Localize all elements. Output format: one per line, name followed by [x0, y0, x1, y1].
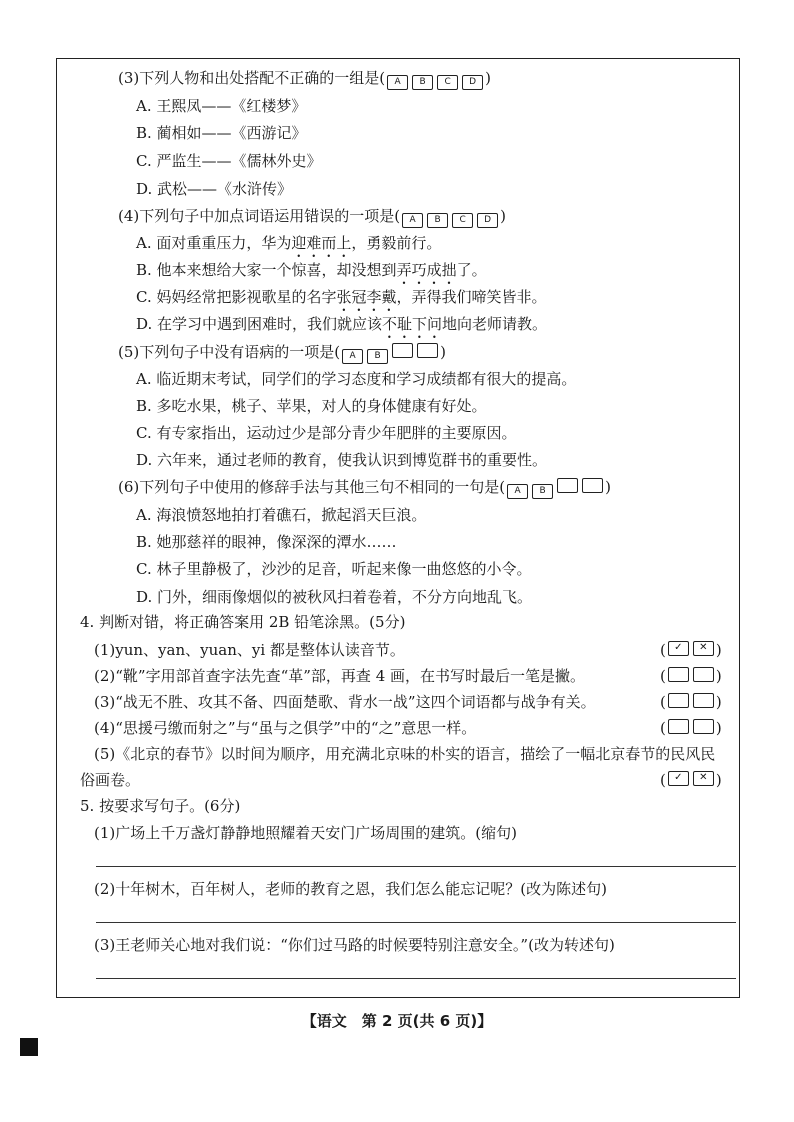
q5-box-a[interactable]: A	[342, 349, 363, 364]
q4-b-post: 了。	[456, 261, 487, 279]
q4-d-post: 地向老师请教。	[442, 315, 548, 333]
s4-answer-5	[660, 770, 722, 790]
q3-box-c[interactable]: C	[437, 75, 458, 90]
s4-true-box-1[interactable]	[668, 641, 689, 656]
q4-close: )	[500, 207, 506, 225]
s5-answer-line-2[interactable]	[96, 922, 736, 923]
q3-option-a: A. 王熙凤——《红楼梦》	[136, 97, 307, 115]
s5-answer-line-1[interactable]	[96, 866, 736, 867]
q5-stem-line	[118, 342, 446, 364]
q5-close: )	[440, 343, 446, 361]
s4-answer-1	[660, 640, 722, 660]
s4-close-4: )	[715, 719, 722, 737]
section5-title: 5. 按要求写句子。(6分)	[80, 797, 241, 815]
q4-box-a[interactable]: A	[402, 213, 423, 228]
q4-c-dotted: 张冠李戴	[336, 288, 397, 306]
q4-box-c[interactable]: C	[452, 213, 473, 228]
s4-false-box-3[interactable]	[693, 693, 714, 708]
s5-answer-line-3[interactable]	[96, 978, 736, 979]
q6-box-a[interactable]: A	[507, 484, 528, 499]
q4-option-a	[136, 233, 441, 261]
s4-false-box-4[interactable]	[693, 719, 714, 734]
q4-d-pre: D. 在学习中遇到困难时，我们就应该	[136, 315, 383, 333]
s4-close-2: )	[715, 667, 722, 685]
s4-open-4: (	[660, 719, 666, 737]
scan-marker	[20, 1038, 38, 1056]
s4-answer-2	[660, 666, 722, 686]
s4-open-5: (	[660, 771, 666, 789]
s4-item-2: (2)“靴”字用部首查字法先查“革”部，再查 4 画，在书写时最后一笔是撇。	[94, 667, 586, 685]
q3-stem-line	[118, 68, 491, 90]
q6-stem-line	[118, 477, 611, 499]
q6-option-d: D. 门外，细雨像烟似的被秋风扫着卷着，不分方向地乱飞。	[136, 588, 533, 606]
s4-false-box-5[interactable]	[693, 771, 714, 786]
q5-option-b: B. 多吃水果，桃子、苹果，对人的身体健康有好处。	[136, 397, 487, 415]
q4-stem-line	[118, 206, 506, 228]
q3-box-a[interactable]: A	[387, 75, 408, 90]
q4-c-pre: C. 妈妈经常把影视歌星的名字	[136, 288, 337, 306]
q4-box-b[interactable]: B	[427, 213, 448, 228]
s4-answer-4	[660, 718, 722, 738]
q4-a-post: ，勇毅前行。	[351, 234, 442, 252]
q3-box-d[interactable]: D	[462, 75, 483, 90]
s4-open-1: (	[660, 641, 666, 659]
s4-item-1: (1)yun、yan、yuan、yi 都是整体认读音节。	[94, 641, 405, 659]
q5-box-c[interactable]	[392, 343, 413, 358]
page-frame	[56, 58, 740, 998]
q4-d-dotted: 不耻下问	[382, 315, 443, 333]
q6-option-c: C. 林子里静极了，沙沙的足音，听起来像一曲悠悠的小令。	[136, 560, 532, 578]
s4-item-5-cont: 俗画卷。	[80, 771, 141, 789]
q4-option-c	[136, 287, 547, 315]
q5-option-c: C. 有专家指出，运动过少是部分青少年肥胖的主要原因。	[136, 424, 517, 442]
section4-title: 4. 判断对错，将正确答案用 2B 铅笔涂黑。(5分)	[80, 613, 406, 631]
page-footer: 【语文 第 2 页(共 6 页)】	[301, 1012, 493, 1030]
s4-close-3: )	[715, 693, 722, 711]
s4-open-3: (	[660, 693, 666, 711]
q4-box-d[interactable]: D	[477, 213, 498, 228]
q4-option-d	[136, 314, 547, 342]
s4-false-box-2[interactable]	[693, 667, 714, 682]
s4-true-box-5[interactable]	[668, 771, 689, 786]
s4-item-3: (3)“战无不胜、攻其不备、四面楚歌、背水一战”这四个词语都与战争有关。	[94, 693, 596, 711]
q6-close: )	[605, 478, 611, 496]
s4-false-box-1[interactable]	[693, 641, 714, 656]
q3-close: )	[485, 69, 491, 87]
q4-a-pre: A. 面对重重压力，华为	[136, 234, 292, 252]
q5-option-a: A. 临近期末考试，同学们的学习态度和学习成绩都有很大的提高。	[136, 370, 577, 388]
q3-option-b: B. 蔺相如——《西游记》	[136, 124, 307, 142]
q5-box-d[interactable]	[417, 343, 438, 358]
s4-item-5: (5)《北京的春节》以时间为顺序，用充满北京味的朴实的语言，描绘了一幅北京春节的民风民	[94, 745, 716, 763]
q4-c-post: ，弄得我们啼笑皆非。	[396, 288, 547, 306]
q6-box-c[interactable]	[557, 478, 578, 493]
s4-item-4: (4)“思援弓缴而射之”与“虽与之俱学”中的“之”意思一样。	[94, 719, 477, 737]
q4-stem: (4)下列句子中加点词语运用错误的一项是(	[118, 207, 401, 225]
s4-close-5: )	[715, 771, 722, 789]
s4-open-2: (	[660, 667, 666, 685]
q3-stem: (3)下列人物和出处搭配不正确的一组是(	[118, 69, 386, 87]
q3-box-b[interactable]: B	[412, 75, 433, 90]
q4-b-dotted: 弄巧成拙	[396, 261, 457, 279]
q6-box-b[interactable]: B	[532, 484, 553, 499]
q5-option-d: D. 六年来，通过老师的教育，使我认识到博览群书的重要性。	[136, 451, 548, 469]
s5-item-2: (2)十年树木，百年树人，老师的教育之恩，我们怎么能忘记呢？(改为陈述句)	[94, 880, 607, 898]
s4-answer-3	[660, 692, 722, 712]
q4-b-pre: B. 他本来想给大家一个惊喜，却没想到	[136, 261, 397, 279]
q5-stem: (5)下列句子中没有语病的一项是(	[118, 343, 341, 361]
s5-item-3: (3)王老师关心地对我们说：“你们过马路的时候要特别注意安全。”(改为转述句)	[94, 936, 615, 954]
q6-option-b: B. 她那慈祥的眼神，像深深的潭水……	[136, 533, 397, 551]
q3-option-c: C. 严监生——《儒林外史》	[136, 152, 322, 170]
q6-stem: (6)下列句子中使用的修辞手法与其他三句不相同的一句是(	[118, 478, 506, 496]
q4-a-dotted: 迎难而上	[291, 234, 352, 252]
q4-option-b	[136, 260, 487, 288]
s4-true-box-3[interactable]	[668, 693, 689, 708]
s4-close-1: )	[715, 641, 722, 659]
q6-option-a: A. 海浪愤怒地拍打着礁石，掀起滔天巨浪。	[136, 506, 427, 524]
s5-item-1: (1)广场上千万盏灯静静地照耀着天安门广场周围的建筑。(缩句)	[94, 824, 517, 842]
q3-option-d: D. 武松——《水浒传》	[136, 180, 293, 198]
s4-true-box-4[interactable]	[668, 719, 689, 734]
q6-box-d[interactable]	[582, 478, 603, 493]
s4-true-box-2[interactable]	[668, 667, 689, 682]
q5-box-b[interactable]: B	[367, 349, 388, 364]
